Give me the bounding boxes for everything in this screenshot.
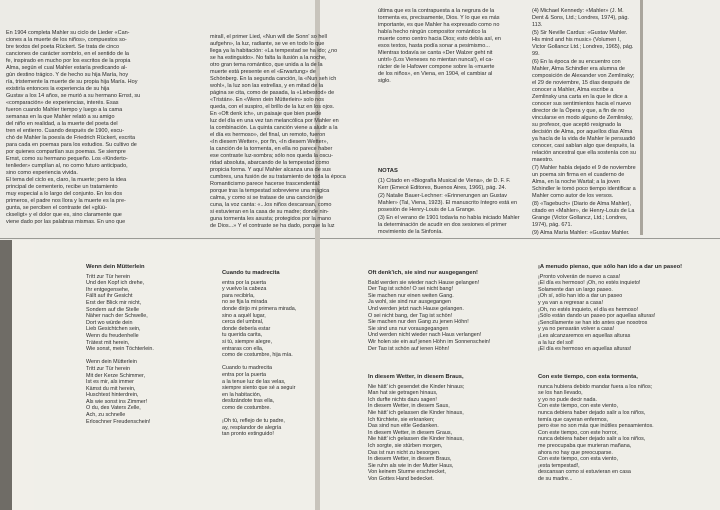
poem-line: Wie sonst, mein Töchterlein. (86, 346, 154, 353)
page-edge-shadow (640, 0, 643, 235)
poem-line: a la luz del sol! (538, 339, 574, 346)
essay-line: Schönberg. En la segunda canción, la «Nun seh ich (210, 76, 337, 82)
poem-cuando-heading: Cuando tu madrecita (222, 270, 280, 276)
essay-line: bre textos del poeta Rückert. Se trata de cinco (6, 44, 120, 50)
essay-line: importante, es que Mahler ha expresado como no (378, 22, 500, 28)
left-binding-margin (0, 240, 12, 510)
poem-line: siempre siento que sé a seguir (222, 385, 296, 392)
poem-line: Wir holen sie ein auf jenen Höhn im Sonnenschein! (368, 338, 491, 345)
poem-line: Trätest mit herein, (86, 339, 130, 346)
poem-line: ¡El día es hermoso en aquellas alturas! (538, 346, 632, 353)
poem-line (86, 353, 211, 360)
essay-line: se ha estinguido». No falta la ilusión a la noche, (210, 55, 327, 61)
essay-line: ría, tristemente la muerte de su propia hija María. Hoy (6, 79, 138, 85)
reference-item: (5) Sir Neville Cardus: «Gustav Mahler. His mind and his music» (Volumen I, Victor Gollancz Ltd.; Londres, 1965), pág. 99. (532, 30, 634, 57)
poem-line: ¡Oh, no estés inquieto, el día es hermoso! (538, 306, 639, 313)
essay-line: rácter de le Hafower compone sobre la «muerte (378, 64, 495, 70)
poem-line: Huschtest hinterdrein, (86, 392, 139, 399)
poem-line: Von Gottes Hand bedecket. (368, 475, 434, 482)
poem-line: ¡Oh tú, reflejo de tu padre, (222, 418, 285, 425)
essay-line: primeros, el padre nos llora y la muerte es la pre- (6, 198, 126, 204)
poem-line: me preocupaba que murieran mañana, (538, 442, 632, 449)
poem-line: Lieb Gesichtchen sein, (86, 326, 141, 333)
poem-line: ahora no hay que preocuparse. (538, 449, 613, 456)
poem-line: ¡Sólo están dando un paseo por aquellas alturas! (538, 313, 656, 320)
poem-line: ¡Oh sí, sólo han ido a dar un paseo (538, 293, 623, 300)
essay-line: semanas en la que Mahler relató a su amigo (6, 114, 115, 120)
essay-line: Romanticismo parece hacerse trascendental: (210, 181, 321, 187)
poem-menudo-heading: ¡A menudo pienso, que sólo han ido a dar un paseo! (538, 264, 683, 270)
section-divider-left (0, 238, 315, 239)
poem-line: donde debería estar (222, 325, 271, 332)
essay-line: porque tras la tempestad sobreviene una mágica (210, 188, 330, 194)
poem-line: Erst der Blick mir nicht, (86, 299, 142, 306)
essay-line: Ernst, como su hermano pequeño. Los «Kinderto- (6, 156, 128, 162)
poem-in-diesem-wetter (368, 374, 518, 508)
poem-line: Con este tiempo, con esta viento, (538, 456, 619, 463)
essay-line: el día es hermoso», del final, un remoto, fueron (210, 132, 326, 138)
essay-line: untrl» (Los Vieneses no mientan nunca!), el ca- (378, 57, 494, 63)
poem-line: Und werden jetzt nach Hause gelangen. (368, 305, 464, 312)
essay-line: gún destino trágico. Y de hecho su hija María, hoy (6, 72, 129, 78)
essay-line: guna tormenta les asusta; protegidos por la mano (210, 216, 332, 222)
essay-column-2 (210, 34, 350, 234)
essay-line: tormenta es, precisamente, Dios. Y lo que es más (378, 15, 500, 21)
poem-line: nunca hubiera debido mandar fuera a los niños; (538, 383, 653, 390)
poem-line: tan pronto extinguido! (222, 431, 274, 438)
poem-line: Ich fürchtete, sie erkranken; (368, 416, 435, 423)
essay-line: En 1904 completa Mahler su ciclo de Lieder «Can- (6, 30, 130, 36)
poem-line: Das ist nun nicht zu besorgen. (368, 449, 441, 456)
poem-diesem-heading: In diesem Wetter, in diesem Braus, (368, 374, 464, 380)
poem-line: In diesem Wetter, in diesem Graus, (368, 429, 453, 436)
note-item: (3) En el verano de 1901 todavía no había iniciado Mahler la determinación de acudir en dos sesiones el primer movimiento de la Sinfonía. (378, 215, 520, 235)
poem-line: Näher nach der Schwelle, (86, 313, 148, 320)
poem-line: se los han llevado, (538, 390, 583, 397)
poem-line: ¡Les alcanzaremos en aquellas alturas (538, 332, 631, 339)
poem-line: no se fija la mirada (222, 299, 268, 306)
essay-line: En «Oft denk ich», un paisaje que bien puede (210, 111, 322, 117)
essay-line: página se cita, como de pasada, la «Liebestod» de (210, 90, 335, 96)
notes-heading: NOTAS (378, 168, 398, 174)
essay-line: canciones de carácter sombrío, en el sentido de la (6, 51, 129, 57)
poem-line: Als wie sonst ins Zimmer! (86, 398, 148, 405)
essay-line: cuna, la voz canta: «...los niños descansan, como (210, 202, 332, 208)
reference-item: (4) Michael Kennedy: «Mahler» (J. M. Dent & Sons, Ltd.; Londres, 1974), pág. 113. (532, 8, 629, 28)
poem-line: Das sind nun eitle Gedanken. (368, 423, 439, 430)
poem-line: si tú, siempre alegre, (222, 338, 273, 345)
essay-line: la combinación. La quinta canción viene a aludir a la (210, 125, 338, 131)
poem-oft-denk-ich (368, 270, 518, 350)
poem-line: Solamente dan un largo paseo. (538, 286, 613, 293)
poem-oft-heading: Oft denk'ich, sie sind nur ausgegangen! (368, 270, 478, 276)
poem-line: O sei nicht bang, der Tag ist schön! (368, 312, 453, 319)
poem-tiempo-heading: Con este tiempo, con esta tormenta, (538, 374, 638, 380)
essay-line: cumbres, una fusión de su tratamiento de toda la época (210, 174, 346, 180)
poem-line: Sondern auf die Stelle (86, 306, 140, 313)
essay-line: había hecho ningún compositor romántico la (378, 29, 487, 35)
poem-line: Tritt zur Tür herein (86, 273, 131, 280)
essay-line: tenlieder» cumplían al, no como futuro anticipado, (6, 163, 128, 169)
essay-line: Mientras todavía se canta «Der Walzer geht nit (378, 50, 493, 56)
section-divider-right (320, 238, 720, 239)
poem-line: y vuelvo la cabeza (222, 286, 267, 293)
essay-column-3 (378, 8, 520, 108)
poem-line: Sie machen nur einen weiten Gang. (368, 292, 454, 299)
essay-column-1 (6, 30, 146, 235)
poem-line: Und werden nicht wieder nach Haus verlangen! (368, 332, 482, 339)
poem-line: Ich durfte nichts dazu sagen! (368, 396, 437, 403)
poem-line: ay, resplandor de alegría (222, 424, 282, 431)
reference-item: (9) Alma María Mahler: «Gustav Mahler. (532, 230, 630, 236)
poem-line: Fällt auf ihr Gesicht (86, 293, 133, 300)
note-item: (1) Citado en «Biografía Musical de Viena», de D. F. F. Kerr (Emecé Editores, Buenos Aires, 1966), pág. 24. (378, 178, 511, 191)
poem-line: Tritt zur Tür herein (86, 365, 131, 372)
poem-line: a la tenue luz de las velas, (222, 378, 286, 385)
essay-line: fueron cuando Mahler tiempo y luego a la cama (6, 107, 123, 113)
poem-line (222, 359, 342, 366)
poem-cuando-tu-madrecita (222, 270, 342, 508)
poem-line: Ihr entgegensehe, (86, 286, 130, 293)
poem-line (222, 411, 342, 418)
poem-line: en la habitación, (222, 391, 262, 398)
essay-line: siglo. (378, 78, 391, 84)
note-item: (2) Natalie Bauer-Lechner: «Erinnerungen an Gustav Mahler» (Tal, Viena, 1923). El manuscrito íntegro está en posesión de Henry-Louis de La Grange. (378, 193, 518, 213)
essay-line: existiría entonces la experiencia de su hija (6, 86, 110, 92)
poem-line: ¡Pronto volverán de nuevo a casa! (538, 273, 621, 280)
poem-line: Bald werden sie wieder nach Hause gelangen! (368, 279, 480, 286)
poem-wenn-dein-mutterlein (86, 264, 211, 508)
essay-line: por quienes compartían sus poemas. Se siempre (6, 149, 126, 155)
poem-line: Erloschner Freudenschein! (86, 418, 151, 425)
poem-line: deslizándote tras ella, (222, 398, 275, 405)
poem-a-menudo-pienso (538, 264, 716, 364)
essay-line: fe, inspirado en mucho por los escritos de la propia (6, 58, 131, 64)
poem-line: ¡El día es hermoso! ¡Oh, no estés inquieto! (538, 280, 641, 287)
poem-line: In diesem Wetter, in diesem Saus, (368, 403, 450, 410)
essay-line: tren el entierro. Cuando después de 1900, escu- (6, 128, 125, 134)
poem-line: Ist es mir, als immer (86, 379, 134, 386)
essay-line: muerte como centro hacia Dios; esto debía así, en (378, 36, 501, 42)
poem-line: entraras con ella, (222, 345, 264, 352)
essay-line: esos textos, hasta podía sonar a pesimismo... (378, 43, 490, 49)
essay-line: muerte está presente en el «Erwartung» de (210, 69, 316, 75)
poem-line: Sie ruhn als wie in der Mutter Haus, (368, 462, 454, 469)
essay-line: «comparación» de experiencias, interés. Esas (6, 100, 119, 106)
poem-line: y ya van a regresar a casa! (538, 299, 604, 306)
essay-line: principal de cementerio, recibe un tratamiento (6, 184, 118, 190)
poem-line: Mit der Kerze Schimmer, (86, 372, 146, 379)
poem-line: Der Tag ist schön auf jenen Höhn! (368, 345, 450, 350)
poem-wenn-heading: Wenn dein Mütterlein (86, 264, 145, 270)
poem-line: Nie hätt' ich gelassen die Kinder hinaus, (368, 409, 464, 416)
poem-line: Und den Kopf ich drehe, (86, 280, 145, 287)
essay-line: Gustav a los 14 años, se murió a su hermano Ernst, su (6, 93, 141, 99)
poem-line: pero ése no son más que inútiles pensamientos. (538, 423, 654, 430)
poem-line: cerca del umbral, (222, 319, 264, 326)
poem-line: In diesem Wetter, in diesem Braus, (368, 456, 452, 463)
poem-line: Man hat sie getragen hinaus, (368, 390, 438, 397)
poem-line: de su madre... (538, 475, 573, 482)
poem-line: ¡esta tempestad!, (538, 462, 580, 469)
essay-line: de Dios...» Y el contraste se ha dado, porque la luz (210, 223, 335, 229)
essay-line: para cada en poemas para los estudios. Su cultivo de (6, 142, 137, 148)
essay-line: muy especial a lo largo del conjunto. En los dos (6, 191, 123, 197)
poem-line: Der Tag ist schön! O sei nicht bang! (368, 286, 453, 293)
essay-line: otro gran tema romántico, que unida a la de la (210, 62, 323, 68)
essay-line: ckseligt» y el dolor que es, sino claramente que (6, 212, 122, 218)
poem-line: entra por la puerta (222, 279, 267, 286)
poem-con-este-tiempo (538, 374, 716, 508)
essay-line: ese contraste luz-sombra; sólo nos queda la oscu- (210, 153, 333, 159)
poem-line: Ach, zu schnelle (86, 412, 126, 419)
essay-line: gunta, se perciben el contraste del «glüü- (6, 205, 107, 211)
poem-line: nunca debiera haber dejado salir a los niños, (538, 409, 646, 416)
essay-line: queda, con el suspiro, el brillo de la luz en los ojos. (210, 104, 335, 110)
essay-line: El tema del ciclo es, claro, la muerte; pero la idea (6, 177, 127, 183)
poem-line: entra por la puerta (222, 371, 267, 378)
essay-line: calma, y como si se tratase de una canción de (210, 195, 324, 201)
poem-line: Cuando tu madrecita (222, 365, 273, 372)
notes-section (378, 168, 520, 238)
references-column (532, 8, 636, 236)
essay-line: luz del día en una vez tan melancólica por Mahler en (210, 118, 339, 124)
essay-line: ridad absoluta, abarcando de la tempestad como (210, 160, 330, 166)
poem-line: y yo no pude decir nada. (538, 396, 598, 403)
left-page-edge (12, 240, 34, 510)
essay-line: viene dado por las palabras mismas. En uno que (6, 219, 126, 225)
essay-line: «In diesem Wetter», por fin, «In diesem Wetter», (210, 139, 329, 145)
poem-line: ¡Sencillamente se han ido antes que nosotros (538, 319, 648, 326)
poem-line: para recibirla, (222, 292, 255, 299)
essay-line: si estuvieran en la casa de su madre; donde nin- (210, 209, 329, 215)
poem-line: tu querida carita, (222, 332, 263, 339)
essay-line: la canción de la tormenta, en ella no parece haber (210, 146, 333, 152)
essay-line: llega ya la habitación: «La tempestad se ha ido; ¿no (210, 48, 338, 54)
poem-line: como de costumbre, hija mía. (222, 352, 293, 359)
essay-line: miraIl, el primer Lied, «Nun will die Sonn' so hell (210, 34, 327, 40)
poem-line: Wenn du freudenhelle (86, 332, 139, 339)
poem-line: Ja wohl, sie sind nur ausgegangen (368, 299, 452, 306)
essay-line: del niño en realidad, a la muerte del poeta del (6, 121, 118, 127)
essay-line: ciones a la muerte de los niños», compuestos so- (6, 37, 127, 43)
essay-line: «Tristán». En «Wenn dein Mütterlein» solo nos (210, 97, 325, 103)
poem-line: Sie machen nur den Gang zu jenen Höhn! (368, 319, 469, 326)
poem-line: Sie sind uns nur vorausgegangen (368, 325, 449, 332)
essay-line: de los niños», en Viena, en 1904, el cambiar al (378, 71, 493, 77)
poem-line: Nie hätt' ich gesendet die Kinder hinaus; (368, 383, 465, 390)
poem-line: Con este tiempo, con este viento, (538, 403, 619, 410)
poem-line: Nie hätt' ich gelassen die Kinder hinaus, (368, 436, 464, 443)
poem-line: descansan como si estuvieran en casa (538, 469, 631, 476)
poem-line: Von keinem Sturme erschrecket, (368, 469, 446, 476)
poem-line: Dort wo würde dein (86, 319, 133, 326)
poem-line: Con este tiempo, con este horror, (538, 429, 618, 436)
essay-line: sino como experiencia vivida. (6, 170, 78, 176)
poem-line: como de costumbre. (222, 404, 271, 411)
reference-item: (7) Mahler había dejado el 9 de noviembre un poema sin firma en el cuaderno de Alma, en la noche Wartal; a la joven Schindler le tomó poco tiempo identificar a Mahler como autor de los versos. (532, 165, 636, 199)
poem-line: O du, des Vaters Zelle, (86, 405, 141, 412)
poem-line: sino a aquél lugar, (222, 312, 266, 319)
essay-line: aufgehn», la luz, radiante, se ve en todo lo que (210, 41, 325, 47)
poem-line: Wenn dein Mütterlein (86, 359, 137, 366)
essay-line: chó de Mahler la poesía de Friedrich Rückert, escrita (6, 135, 136, 141)
poem-line: nunca debiera haber dejado salir a los niños, (538, 436, 646, 443)
poem-line: Kämst du mit herein, (86, 385, 136, 392)
poem-line: Ich sorgte, sie stürben morgen, (368, 442, 443, 449)
essay-line: Alma, según el cual Mahler estaría predicando al- (6, 65, 128, 71)
essay-line: wohl», la luz son las estrellas, y en mitad de la (210, 83, 324, 89)
poem-line: y ya no pensarán volver a casa! (538, 326, 615, 333)
essay-line: última que es la contrapuesta a la negrura de la (378, 8, 495, 14)
essay-line: propicia forma. Y aquí Mahler alcanza una de sus (210, 167, 331, 173)
reference-item: (8) «Tagebuch» (Diario de Alma Mahler), citado en «Mahler», de Henry-Louis de La Grange (Victor Gollancz, Ltd.; Londres, 1974), pág. 671. (532, 201, 635, 228)
reference-item: (6) En la época de su encuentro con Mahler, Alma Schindler era alumna de composición de Alexander von Zemlinsky; el 29 de noviembre, 15 días después de conocer a Mahler, Alma escribe a Zemlinsky una carta en la que le dice a conocer sus sentimientos hacia el nuevo director de la Ópera y que, a fin de no vincularse en modo alguno de Zemlinsky, su profesor, que aceptó resignado la decisión de Alma, por aquellos días Alma ya hacía de la vida de Mahler le persuadió conocer, casi sabían algo que después, la relación ancestral que ella sostenía con su maestro. (532, 59, 636, 163)
poem-line: donde dirijo mi primera mirada, (222, 305, 297, 312)
poem-line: temía que cayeran enfermos, (538, 416, 609, 423)
